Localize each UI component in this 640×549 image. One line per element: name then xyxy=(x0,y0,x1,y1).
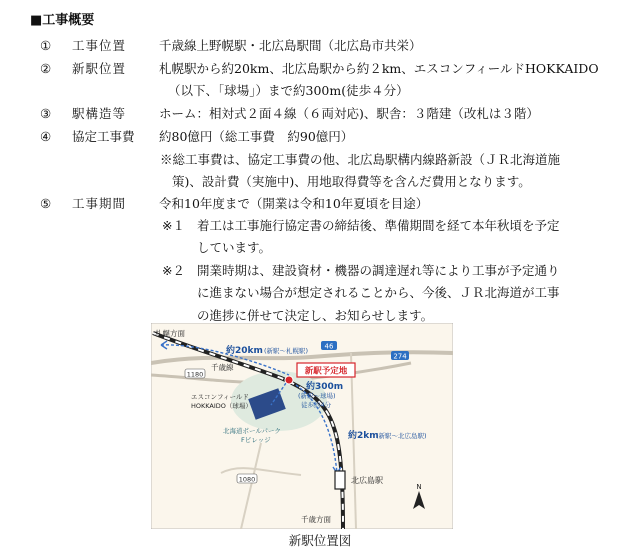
item-construction-period xyxy=(0,193,640,215)
item-number: ① xyxy=(40,38,52,53)
item-value: 約80億円（総工事費 約90億円） xyxy=(159,129,354,144)
park-sub-label: Fビレッジ xyxy=(241,436,271,444)
item-construction-location xyxy=(0,35,640,57)
kitahiroshima-station-label: 北広島駅 xyxy=(351,476,383,485)
section-heading: ■工事概要 xyxy=(30,13,95,28)
item-value: ホーム：相対式２面４線（６両対応)、駅舎：３階建（改札は３階） xyxy=(159,106,539,121)
note-2-line: 開業時期は、建設資材・機器の調達遅れ等により工事が予定通り xyxy=(197,263,560,278)
route-1080-label: 1080 xyxy=(238,475,256,484)
cost-note-line: ※総工事費は、協定工事費の他、北広島駅構内線路新設（ＪＲ北海道施 xyxy=(160,152,561,167)
kitahiroshima-station-marker xyxy=(335,471,345,489)
item-number: ③ xyxy=(40,106,52,121)
item-number: ④ xyxy=(40,129,52,144)
item-station-structure xyxy=(0,103,640,125)
map-caption: 新駅位置図 xyxy=(288,533,352,548)
note-1-line: しています。 xyxy=(197,240,272,255)
item-label: 工事期間 xyxy=(72,196,127,211)
distance-sapporo-label: 約20km xyxy=(226,346,263,356)
cost-note-line: 策)、設計費（実施中)、用地取得費等を含んだ費用となります。 xyxy=(172,174,531,189)
chitose-line-label: 千歳線 xyxy=(211,363,234,372)
new-station-label: 新駅予定地 xyxy=(304,366,348,377)
ballpark-label: エスコンフィールド xyxy=(191,393,249,401)
distance-ballpark-walk: 徒歩約4分 xyxy=(301,401,332,409)
distance-kitahiroshima-sub: (新駅～北広島駅) xyxy=(376,432,427,440)
item-number: ⑤ xyxy=(40,196,52,211)
distance-kitahiroshima-label: 約2km xyxy=(348,431,379,441)
distance-ballpark-sub: (新駅～球場) xyxy=(298,392,336,400)
item-value: 令和10年度まで（開業は令和10年夏頃を目途） xyxy=(159,196,429,211)
route-274-label: 274 xyxy=(393,352,407,361)
item-agreed-cost xyxy=(0,126,640,148)
item-value: 千歳線上野幌駅・北広島駅間（北広島市共栄） xyxy=(159,38,422,53)
note-mark-2: ※２ xyxy=(162,263,185,278)
note-2-line: の進捗に併せて決定し、お知らせします。 xyxy=(197,308,434,323)
park-label: 北海道ボールパーク xyxy=(223,427,281,435)
note-1-line: 着工は工事施行協定書の締結後、準備期間を経て本年秋頃を予定 xyxy=(197,218,560,233)
item-new-station-location xyxy=(0,58,640,80)
location-map xyxy=(151,323,453,529)
item-value: 札幌駅から約20km、北広島駅から約２km、エスコンフィールドHOKKAIDO xyxy=(159,61,599,76)
note-mark-1: ※１ xyxy=(162,218,185,233)
item-label: 駅構造等 xyxy=(72,106,127,121)
item-label: 協定工事費 xyxy=(72,129,135,144)
north-label: N xyxy=(416,483,422,491)
new-station-marker xyxy=(285,376,293,384)
chitose-direction-label: 千歳方面 xyxy=(301,515,331,524)
item-label: 新駅位置 xyxy=(72,61,127,76)
ballpark-sub-label: HOKKAIDO（球場） xyxy=(191,402,252,410)
sapporo-direction-label: 札幌方面 xyxy=(155,329,185,338)
route-46-label: 46 xyxy=(324,342,334,351)
distance-ballpark-label: 約300m xyxy=(306,382,344,392)
item-number: ② xyxy=(40,61,52,76)
item-value-continued: （以下、「球場」）まで約300m(徒歩４分） xyxy=(168,83,409,98)
distance-sapporo-sub: (新駅～札幌駅) xyxy=(264,347,309,355)
note-2-line: に進まない場合が想定されることから、今後、ＪＲ北海道が工事 xyxy=(197,285,560,300)
route-1180-label: 1180 xyxy=(186,370,204,379)
item-label: 工事位置 xyxy=(72,38,127,53)
